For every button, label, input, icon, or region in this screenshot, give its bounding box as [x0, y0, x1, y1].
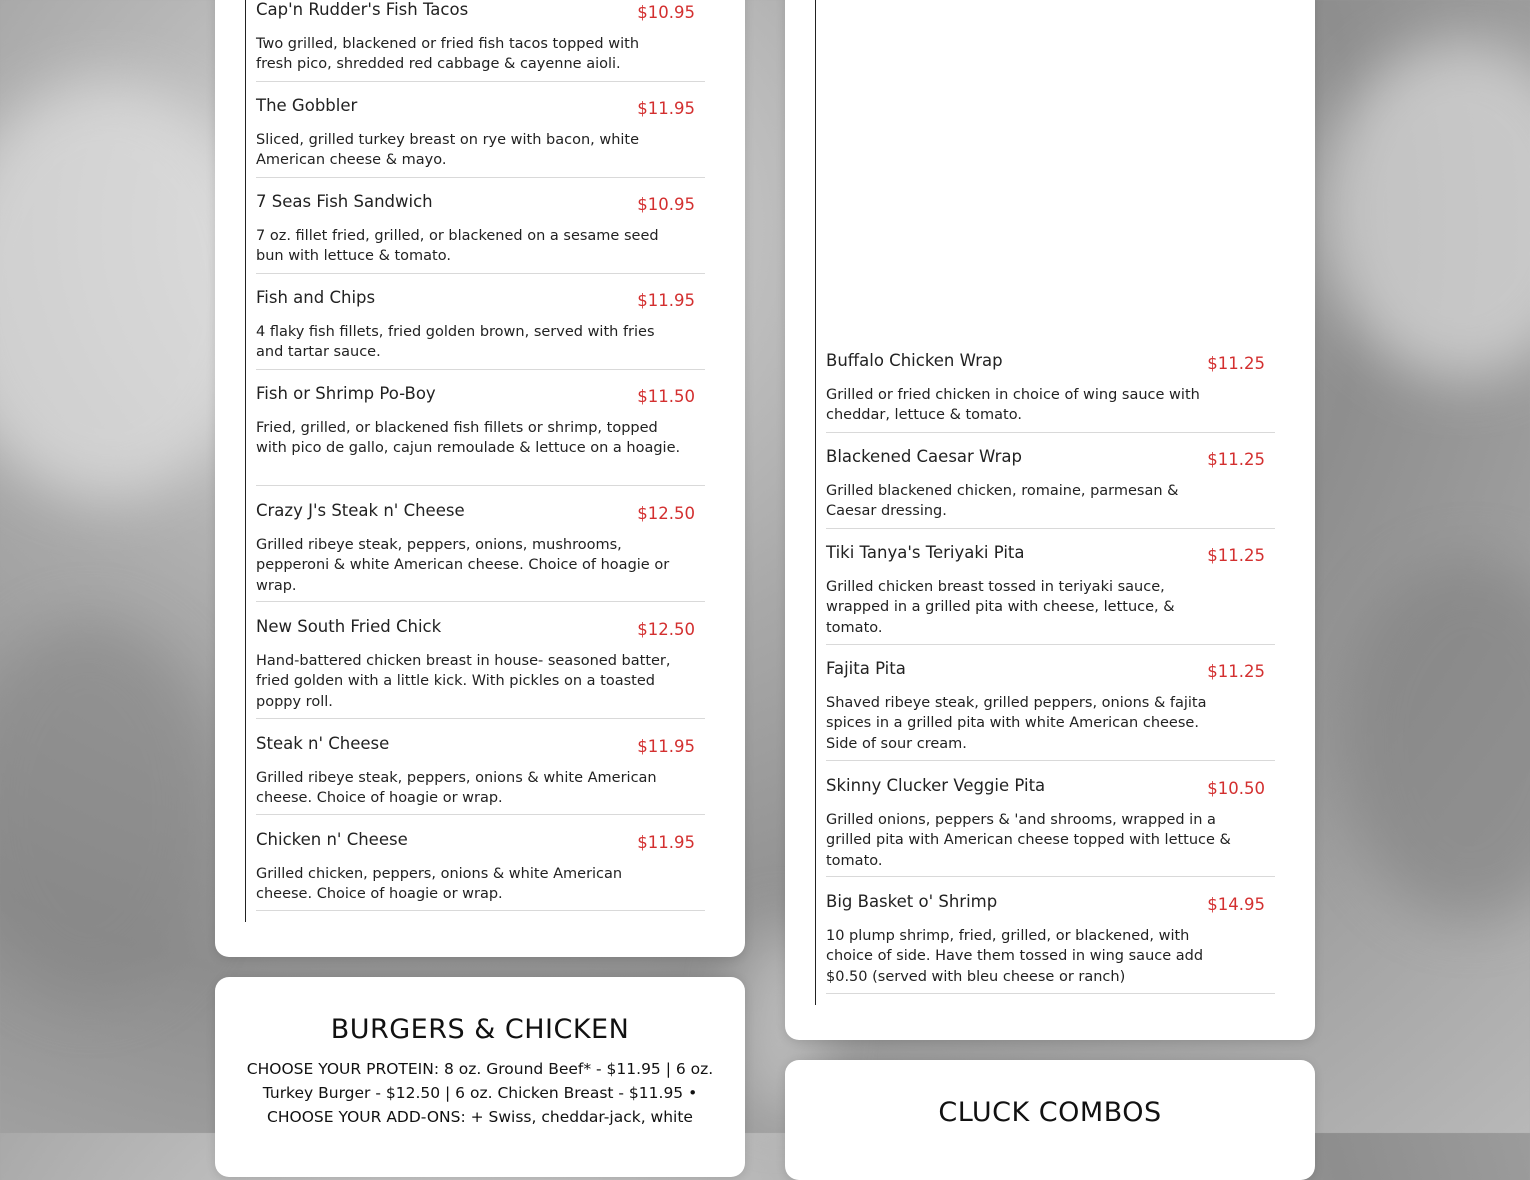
item-price: $11.95 [637, 99, 695, 118]
item-price: $11.25 [1207, 450, 1265, 469]
menu-item [256, 830, 705, 911]
item-price: $11.95 [637, 833, 695, 852]
column-divider-line [815, 0, 816, 1005]
item-price: $14.95 [1207, 895, 1265, 914]
menu-card-burgers [215, 977, 745, 1177]
menu-item [256, 96, 705, 178]
menu-item [256, 0, 705, 82]
item-description: 4 flaky fish fillets, fried golden brown, served with fries and tartar sauce. [256, 324, 655, 361]
item-description: Grilled chicken, peppers, onions & white American cheese. Choice of hoagie or wrap. [256, 866, 623, 903]
item-name: Blackened Caesar Wrap [826, 447, 1022, 466]
menu-item [826, 351, 1275, 433]
item-name: Crazy J's Steak n' Cheese [256, 501, 465, 520]
menu-card-cluck-combos [785, 1060, 1315, 1180]
column-divider-line [245, 0, 246, 922]
item-name: Fajita Pita [826, 659, 906, 678]
item-name: Fish and Chips [256, 288, 376, 307]
item-price: $11.95 [637, 737, 695, 756]
item-price: $11.25 [1207, 546, 1265, 565]
item-name: Tiki Tanya's Teriyaki Pita [826, 543, 1025, 562]
item-name: Big Basket o' Shrimp [826, 892, 998, 911]
item-description: 7 oz. fillet fried, grilled, or blackened on a sesame seed bun with lettuce & tomato. [256, 228, 659, 265]
menu-item [826, 659, 1275, 761]
item-description: Grilled chicken breast tossed in teriyaki sauce, wrapped in a grilled pita with cheese, lettuce, & tomato. [826, 579, 1175, 636]
background-texture [0, 620, 220, 1000]
menu-card-sandwiches [215, 0, 745, 957]
item-price: $10.50 [1207, 779, 1265, 798]
item-description: Sliced, grilled turkey breast on rye with bacon, white American cheese & mayo. [256, 132, 640, 169]
section-title: BURGERS & CHICKEN [330, 1014, 630, 1045]
menu-item [256, 288, 705, 370]
section-description: CHOOSE YOUR PROTEIN: 8 oz. Ground Beef* - $11.95 | 6 oz. Turkey Burger - $12.50 | 6 oz. Chicken Breast - $11.95 • CHOOSE YOUR ADD-ONS: + Swiss, cheddar-jack, white [246, 1060, 714, 1126]
item-description: Hand-battered chicken breast in house- seasoned batter, fried golden with a little kick. With pickles on a toasted poppy roll. [256, 653, 671, 710]
item-price: $10.95 [637, 195, 695, 214]
item-price: $12.50 [637, 504, 695, 523]
menu-item [826, 776, 1275, 877]
section-title: CLUCK COMBOS [938, 1097, 1162, 1128]
item-description: Grilled ribeye steak, peppers, onions, mushrooms, pepperoni & white American cheese. Choice of hoagie or wrap. [256, 537, 670, 594]
item-name: The Gobbler [256, 96, 358, 115]
item-name: Skinny Clucker Veggie Pita [826, 776, 1046, 795]
item-price: $11.50 [637, 387, 695, 406]
item-description: Grilled ribeye steak, peppers, onions & white American cheese. Choice of hoagie or wrap. [256, 770, 657, 807]
item-description: Grilled onions, peppers & 'and shrooms, wrapped in a grilled pita with American cheese topped with lettuce & tomato. [826, 812, 1231, 869]
item-name: New South Fried Chick [256, 617, 442, 636]
menu-item [826, 447, 1275, 529]
item-price: $10.95 [637, 3, 695, 22]
menu-item [256, 192, 705, 274]
item-price: $11.25 [1207, 354, 1265, 373]
item-price: $12.50 [637, 620, 695, 639]
item-description: Grilled blackened chicken, romaine, parmesan & Caesar dressing. [826, 483, 1179, 520]
item-description: Shaved ribeye steak, grilled peppers, onions & fajita spices in a grilled pita with white American cheese. Side of sour cream. [826, 695, 1207, 752]
item-name: 7 Seas Fish Sandwich [256, 192, 433, 211]
background-texture [1320, 40, 1530, 380]
item-description: 10 plump shrimp, fried, grilled, or blackened, with choice of side. Have them tossed in wing sauce add $0.50 (served with bleu cheese or ranch) [826, 928, 1204, 985]
item-name: Chicken n' Cheese [256, 830, 408, 849]
item-price: $11.95 [637, 291, 695, 310]
menu-item [256, 501, 705, 602]
background-texture [1340, 560, 1530, 920]
menu-item [826, 543, 1275, 645]
menu-card-wraps-pitas [785, 0, 1315, 1040]
item-description: Two grilled, blackened or fried fish tacos topped with fresh pico, shredded red cabbage & cayenne aioli. [256, 36, 640, 73]
item-name: Cap'n Rudder's Fish Tacos [256, 0, 469, 19]
menu-item [256, 734, 705, 815]
item-price: $11.25 [1207, 662, 1265, 681]
menu-item [826, 892, 1275, 994]
menu-item [256, 384, 705, 486]
item-description: Fried, grilled, or blackened fish fillets or shrimp, topped with pico de gallo, cajun remoulade & lettuce on a hoagie. [256, 420, 681, 457]
item-name: Fish or Shrimp Po-Boy [256, 384, 436, 403]
item-description: Grilled or fried chicken in choice of wing sauce with cheddar, lettuce & tomato. [826, 387, 1200, 424]
item-name: Steak n' Cheese [256, 734, 390, 753]
menu-item [256, 617, 705, 719]
item-name: Buffalo Chicken Wrap [826, 351, 1003, 370]
